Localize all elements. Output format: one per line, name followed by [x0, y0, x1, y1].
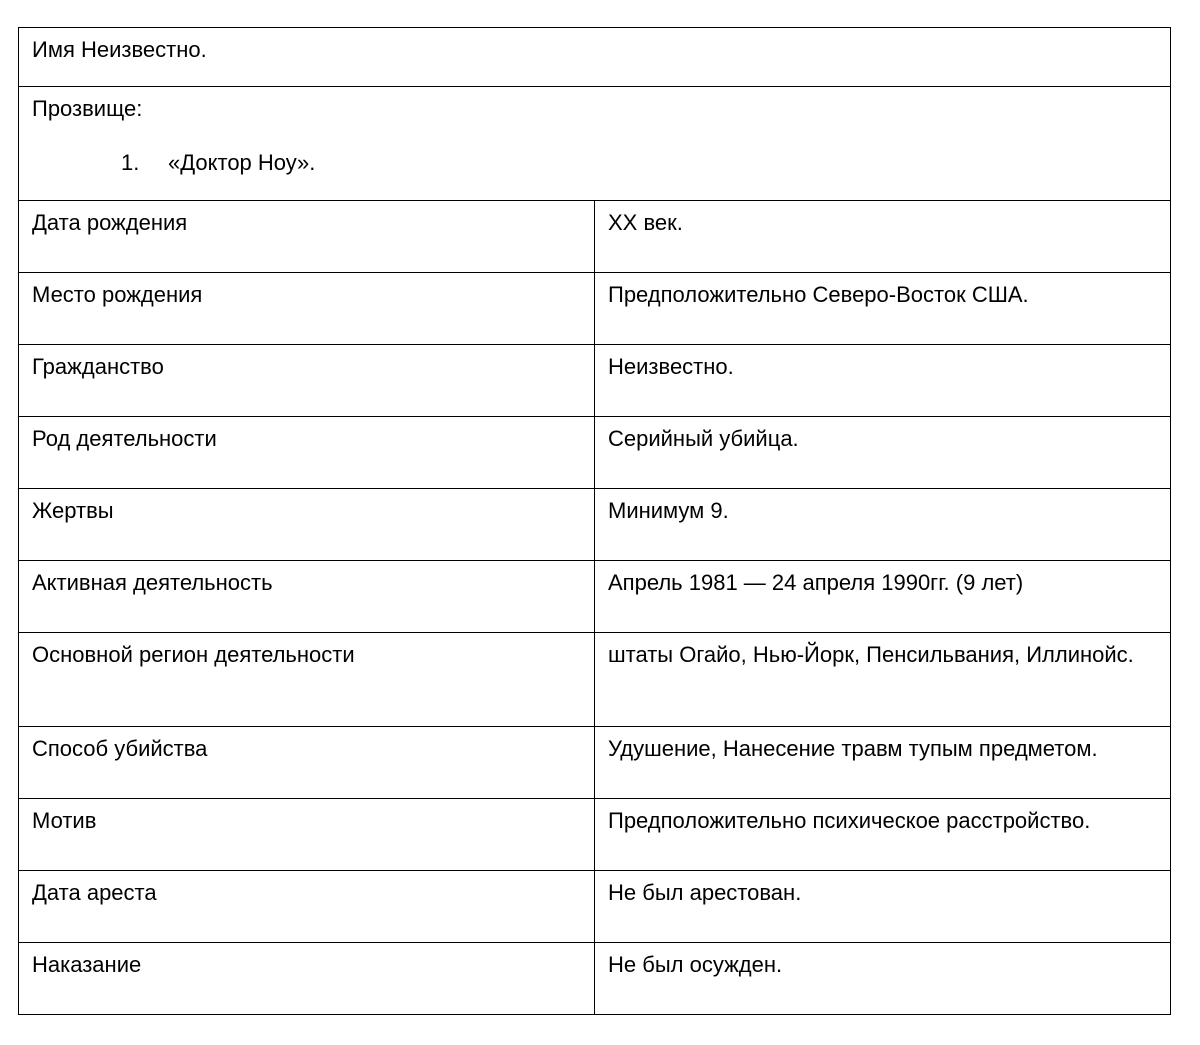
- table-row-arrest-date: [19, 871, 1171, 943]
- row-label: Наказание: [19, 943, 595, 1015]
- table-row-active-period: [19, 561, 1171, 633]
- row-label: Основной регион деятельности: [19, 633, 595, 727]
- row-value: Апрель 1981 — 24 апреля 1990гг. (9 лет): [595, 561, 1171, 633]
- table-row-victims: [19, 489, 1171, 561]
- row-value: штаты Огайо, Нью-Йорк, Пенсильвания, Иллинойс.: [595, 633, 1171, 727]
- nickname-label: Прозвище:: [32, 96, 143, 121]
- row-label: Мотив: [19, 799, 595, 871]
- row-value: Удушение, Нанесение травм тупым предметом.: [595, 727, 1171, 799]
- nickname-text: «Доктор Ноу».: [168, 150, 316, 175]
- nickname-item: [32, 145, 1157, 180]
- row-label: Дата рождения: [19, 201, 595, 273]
- row-label: Место рождения: [19, 273, 595, 345]
- nickname-cell: [19, 87, 1171, 201]
- nickname-list: [32, 145, 1157, 180]
- nickname-number: 1.: [121, 150, 140, 175]
- table-row-birth-place: [19, 273, 1171, 345]
- nickname-row: [19, 87, 1171, 201]
- row-label: Активная деятельность: [19, 561, 595, 633]
- name-row: [19, 28, 1171, 87]
- table-row-motive: [19, 799, 1171, 871]
- profile-table: [18, 27, 1171, 1015]
- table-row-birth-date: [19, 201, 1171, 273]
- table-row-region: [19, 633, 1171, 727]
- row-value: Предположительно Северо-Восток США.: [595, 273, 1171, 345]
- row-label: Род деятельности: [19, 417, 595, 489]
- row-label: Гражданство: [19, 345, 595, 417]
- table-row-occupation: [19, 417, 1171, 489]
- table-row-method: [19, 727, 1171, 799]
- table-row-citizenship: [19, 345, 1171, 417]
- row-value: Неизвестно.: [595, 345, 1171, 417]
- row-value: Не был арестован.: [595, 871, 1171, 943]
- row-label: Способ убийства: [19, 727, 595, 799]
- row-value: XX век.: [595, 201, 1171, 273]
- row-label: Дата ареста: [19, 871, 595, 943]
- name-cell: [19, 28, 1171, 87]
- row-value: Серийный убийца.: [595, 417, 1171, 489]
- name-text: Имя Неизвестно.: [32, 37, 207, 62]
- row-value: Не был осужден.: [595, 943, 1171, 1015]
- row-value: Предположительно психическое расстройство.: [595, 799, 1171, 871]
- row-value: Минимум 9.: [595, 489, 1171, 561]
- table-row-punishment: [19, 943, 1171, 1015]
- row-label: Жертвы: [19, 489, 595, 561]
